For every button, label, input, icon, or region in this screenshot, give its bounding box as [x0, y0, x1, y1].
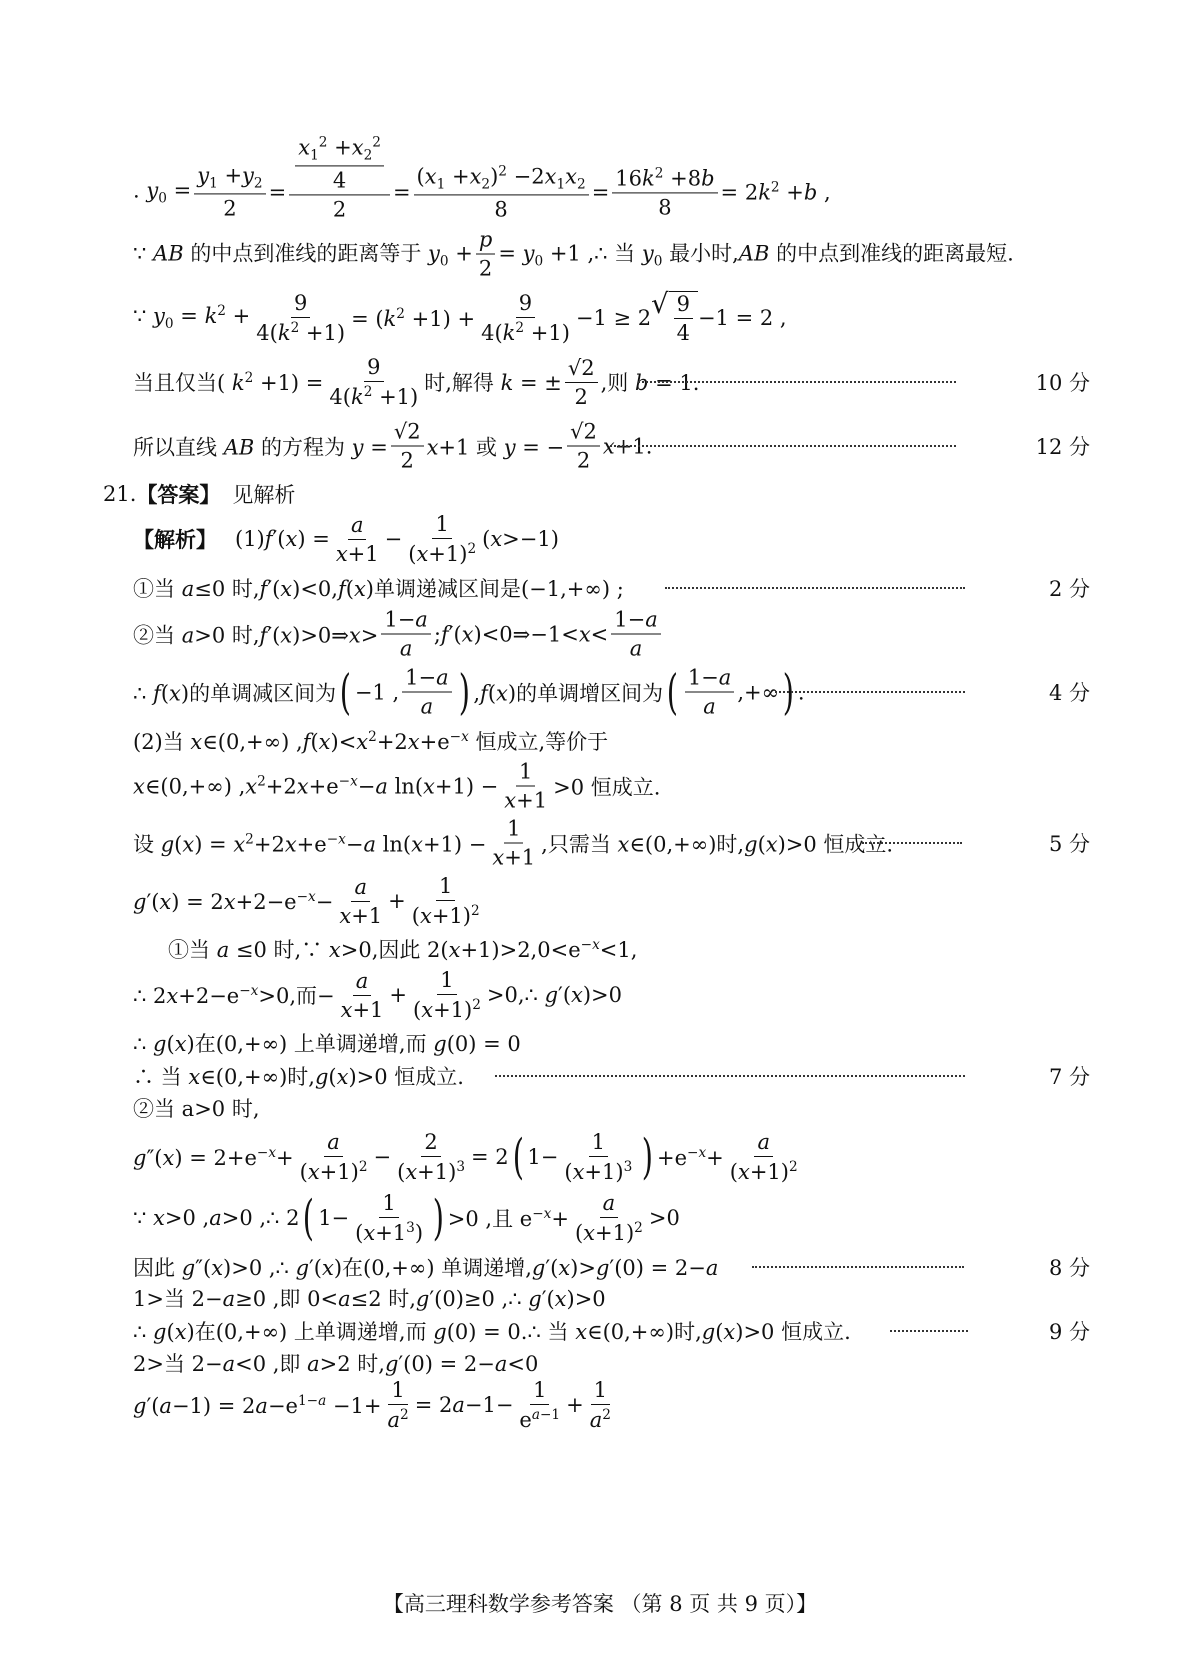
subcase-2-text: 2>当 2−a<0 ,即 a>2 时,g′(0) = 2−a<0	[133, 1352, 539, 1376]
case-2-text	[133, 1093, 260, 1123]
dot-leader	[638, 381, 956, 383]
g-prime-increasing-text: 因此 g″(x)>0 ,∴ g′(x)在(0,+∞) 单调递增,g′(x)>g′(0) = 2−a	[133, 1256, 719, 1280]
answer-tag: 【答案】	[136, 482, 221, 507]
define-g-text: 设 $g(x) = x^2+2x+e^{-x}-a$ ln(x+1) − $\frac{1}{x+1}$ ,只需当 x∈(0,+∞)时,g(x)>0 恒成立.	[133, 816, 894, 870]
equivalent-condition-text: x∈(0,+∞) $,x^2+2x+e^{-x}-a$ ln(x+1) − $\frac{1}{x+1}$ >0 恒成立.	[133, 759, 661, 813]
derivative-text: 【解析】 (1)f′(x) = $\frac{a}{x+1}$ − $\frac{1}{(x+1)^2}$ (x>−1)	[133, 512, 559, 566]
score-9: 9 分	[1048, 1320, 1090, 1344]
part-2-intro-text: (2)当 x∈(0,+∞) $,f(x)<x^2+2x+e^{-x}$ 恒成立,等价于	[133, 729, 609, 754]
equation-y0-text: . $y_0$ = $\frac{y_1 +y_2}{2}$ = $\frac{\frac{x_1^2 +x_2^2}{4}}{2}$ = $\frac{(x_1 +x_2)^2 -2x_1x_2}{8}$ = $\frac{16k^2 +8b}{8}$ = $2k^2 +b$ ,	[133, 134, 831, 222]
subcase-1-text: 1>当 2−a≥0 ,即 0<a≤2 时,g′(0)≥0 ,∴ g′(x)>0	[133, 1287, 606, 1311]
dot-leader	[890, 1330, 968, 1332]
g-prime-text: $g'(x) = 2x+2-e^{-x}-$ $\frac{a}{x+1}$ + $\frac{1}{(x+1)^2}$	[133, 874, 480, 928]
line-equation-text: 所以直线 AB 的方程为 y = $\frac{√2}{2}$ x+1 或 y = − $\frac{√2}{2}$ x+1.	[133, 419, 653, 473]
score-8: 8 分	[1048, 1256, 1090, 1280]
score-2: 2 分	[1048, 577, 1090, 601]
question-number: 21.	[103, 482, 137, 506]
equality-condition-text: 当且仅当( $k^2 +1$) = $\frac{9}{4(k^2 +1)}$ 时,解得 k = ± $\frac{√2}{2}$ ,则 b = 1.	[133, 355, 700, 409]
midpoint-distance-text: ∵ AB 的中点到准线的距离等于 $y_0$ + $\frac{p}{2}$ = $y_0 +1$ ,∴ 当 $y_0$ 最小时,AB 的中点到准线的距离最短.	[133, 227, 1014, 281]
second-derivative-positive-text: ∵ x>0 ,a>0 ,∴ 2 ( 1− $\frac{1}{(x+1^3)}$ ) >0 ,且 $e^{-x}+$ $\frac{a}{(x+1)^2}$ >0	[133, 1190, 680, 1246]
score-4: 4 分	[1048, 681, 1090, 705]
dot-leader	[665, 587, 965, 589]
score-7: 7 分	[1048, 1065, 1090, 1089]
page-footer: 【高三理科数学参考答案 （第 8 页 共 9 页）】	[382, 1592, 818, 1616]
dot-leader	[495, 1075, 965, 1077]
dot-leader	[775, 691, 965, 693]
score-10: 10 分	[1035, 371, 1090, 395]
case-2-label: ②当 a>0 时,	[133, 1097, 260, 1121]
analysis-tag: 【解析】	[133, 527, 217, 552]
g-increasing-text: ∴ g(x)在(0,+∞) 上单调递增,而 g(0) = 0	[133, 1032, 521, 1056]
dot-leader	[862, 842, 962, 844]
g-prime-a-minus-1-text: $g'(a-1) = 2a-e^{1-a} -1+$ $\frac{1}{a^2}$ = 2a−1− $\frac{1}{e^{a-1}}$ + $\frac{1}{a^2}$	[133, 1378, 611, 1432]
case-a-gt-0-text: ②当 a>0 时,f′(x)>0⇒x> $\frac{1-a}{a}$ ;f′(x)<0⇒−1<x< $\frac{1-a}{a}$	[133, 608, 664, 661]
question-21-header-text	[103, 479, 295, 509]
g-second-derivative-text: $g''(x) = 2+e^{-x}+$ $\frac{a}{(x+1)^2}$ − $\frac{2}{(x+1)^3}$ = 2 ( 1− $\frac{1}{(x+1)^3}$ ) $+e^{-x}+$ $\frac{a}{(x+1)^2}$	[133, 1129, 798, 1185]
answer-text: 见解析	[232, 483, 296, 507]
case-1-conclusion-text: ∴ $2x+2-e^{-x}>0$,而− $\frac{a}{x+1}$ + $\frac{1}{(x+1)^2}$ >0,∴ g′(x)>0	[133, 968, 623, 1022]
subcase-1-conclusion-text: ∴ g(x)在(0,+∞) 上单调递增,而 g(0) = 0.∴ 当 x∈(0,+∞)时,g(x)>0 恒成立.	[133, 1320, 851, 1344]
dot-leader	[610, 445, 956, 447]
g-positive-text: ∴ 当 x∈(0,+∞)时,g(x)>0 恒成立.	[133, 1065, 464, 1089]
score-12: 12 分	[1035, 435, 1090, 459]
inequality-text: ∵ $y_0 = k^2$ + $\frac{9}{4(k^2 +1)}$ = $(k^2 +1)$ + $\frac{9}{4(k^2 +1)}$ −1 ≥ 2 √ $\frac{9}{4}$ −1 = 2 ,	[133, 289, 787, 345]
dot-leader	[752, 1266, 964, 1268]
monotonic-intervals-text: ∴ f(x)的单调减区间为 ( −1 , $\frac{1-a}{a}$ ) ,f(x)的单调增区间为 ( $\frac{1-a}{a}$ ,+∞ ) .	[133, 664, 805, 720]
case-1-text: ①当 a ≤0 时,∵ x>0,因此 $2(x+1)>2,0<e^{-x}<1$,	[168, 937, 638, 962]
score-5: 5 分	[1048, 832, 1090, 856]
case-a-le-0-text: ①当 a≤0 时,f′(x)<0,f(x)单调递减区间是(−1,+∞) ;	[133, 577, 624, 601]
